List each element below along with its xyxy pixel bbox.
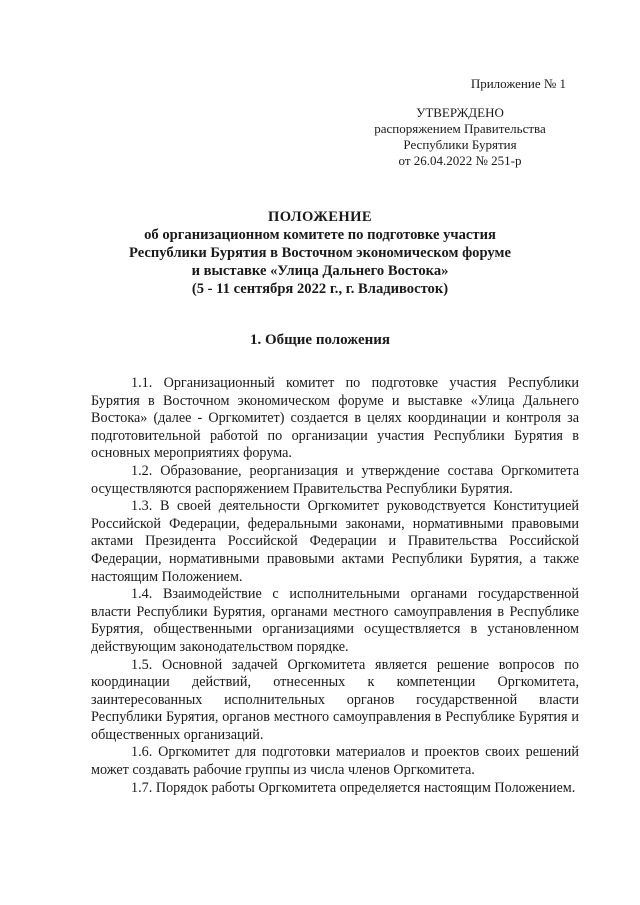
paragraph: 1.5. Основной задачей Оргкомитета является решение вопросов по координации действий, отнесенных к компетенции Оргкомитета, заинтересованных исполнительных органов государственной власти Республики Бурятия, органов местного самоуправления в Республике Бурятия и общественных организаций. [91, 656, 579, 743]
approval-line: Республики Бурятия [403, 137, 517, 152]
paragraph: 1.1. Организационный комитет по подготовке участия Республики Бурятия в Восточном экономическом форуме и выставке «Улица Дальнего Востока» (далее - Оргкомитет) создается в целях координации и контроля за подготовительной работой по организации участия Республики Бурятия в основных мероприятиях форума. [91, 375, 579, 462]
paragraph: 1.2. Образование, реорганизация и утверждение состава Оргкомитета осуществляются распоряжением Правительства Республики Бурятия. [91, 462, 579, 497]
paragraph: 1.4. Взаимодействие с исполнительными органами государственной власти Республики Бурятия, органами местного самоуправления в Республике Бурятия, общественными организациями осуществляется в установленном действующим законодательством порядке. [91, 586, 579, 655]
document-body [91, 375, 579, 797]
title-line: Республики Бурятия в Восточном экономическом форуме [129, 245, 511, 261]
approved-label: УТВЕРЖДЕНО [416, 105, 504, 120]
paragraph: 1.7. Порядок работы Оргкомитета определяется настоящим Положением. [131, 779, 576, 796]
title-line: и выставке «Улица Дальнего Востока» [191, 263, 449, 279]
title-heading: ПОЛОЖЕНИЕ [267, 209, 373, 225]
paragraph: 1.6. Оргкомитет для подготовки материалов и проектов своих решений может создавать рабочие группы из числа членов Оргкомитета. [91, 744, 579, 779]
title-line: об организационном комитете по подготовке участия [144, 227, 496, 243]
approval-date: от 26.04.2022 № 251-р [398, 153, 522, 168]
approval-line: распоряжением Правительства [374, 121, 546, 136]
appendix-label: Приложение № 1 [470, 76, 566, 91]
document-title [90, 208, 550, 298]
section-heading: 1. Общие положения [249, 332, 391, 348]
title-dates: (5 - 11 сентября 2022 г., г. Владивосток) [191, 281, 449, 297]
paragraph: 1.3. В своей деятельности Оргкомитет руководствуется Конституцией Российской Федерации, федеральными законами, нормативными правовыми актами Президента Российской Федерации и Правительства Российской Федерации, нормативными правовыми актами Республики Бурятия, а также настоящим Положением. [91, 498, 579, 585]
approval-stamp [350, 76, 570, 169]
